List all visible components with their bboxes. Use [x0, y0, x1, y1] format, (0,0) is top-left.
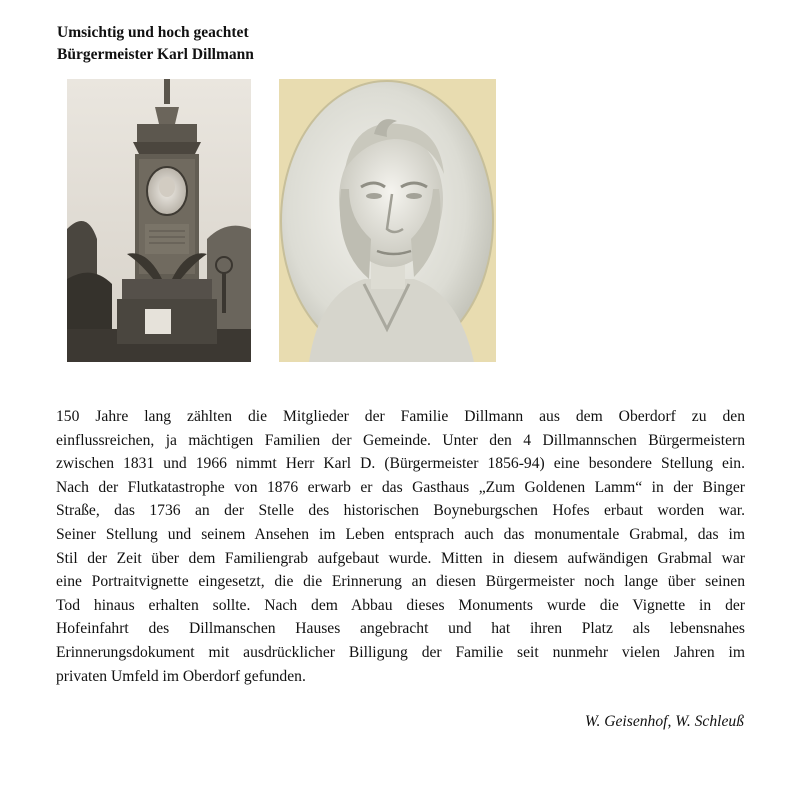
body-line: 150 Jahre lang zählten die Mitglieder der Familie Dillmann aus dem Oberdorf zu den [56, 408, 745, 425]
body-line: Tod hinaus erhalten sollte. Nach dem Abbau dieses Monuments wurde die Vignette in der [56, 596, 745, 614]
body-line: einflussreichen, ja mächtigen Familien der Gemeinde. Unter den 4 Dillmannschen Bürgermeistern [56, 431, 745, 449]
heading-line-2: Bürgermeister Karl Dillmann [57, 46, 254, 63]
body-line: Stil der Zeit über dem Familiengrab aufgebaut wurde. Mitten in diesem aufwändigen Grabmal war [56, 549, 745, 567]
body-line: Erinnerungsdokument mit ausdrücklicher Billigung der Familie seit nunmehr vielen Jahren im [56, 643, 745, 661]
body-line: Straße, das 1736 an der Stelle des historischen Boyneburgschen Hofes erbaut worden war. [56, 502, 745, 520]
body-line: Seiner Stellung und seinem Ansehen im Leben entsprach auch das monumentale Grabmal, das im [56, 525, 745, 543]
body-line: Hofeinfahrt des Dillmanschen Hauses angebracht und hat ihren Platz als lebensnahes [56, 620, 745, 638]
article-heading [57, 22, 254, 66]
grave-monument-photo [67, 79, 251, 362]
heading-line-1: Umsichtig und hoch geachtet [57, 24, 249, 41]
body-line: Nach der Flutkatastrophe von 1876 erwarb er das Gasthaus „Zum Goldenen Lamm“ in der Binger [56, 478, 745, 496]
author-credit: W. Geisenhof, W. Schleuß [584, 713, 744, 730]
article-body [56, 405, 745, 688]
body-line: privaten Umfeld im Oberdorf gefunden. [56, 667, 306, 685]
body-line: zwischen 1831 und 1966 nimmt Herr Karl D. (Bürgermeister 1856-94) eine besondere Stellung ein. [56, 455, 745, 473]
portrait-relief-photo [279, 79, 496, 362]
body-line: eine Portraitvignette eingesetzt, die die Erinnerung an diesen Bürgermeister noch lange über seinen [56, 573, 745, 591]
